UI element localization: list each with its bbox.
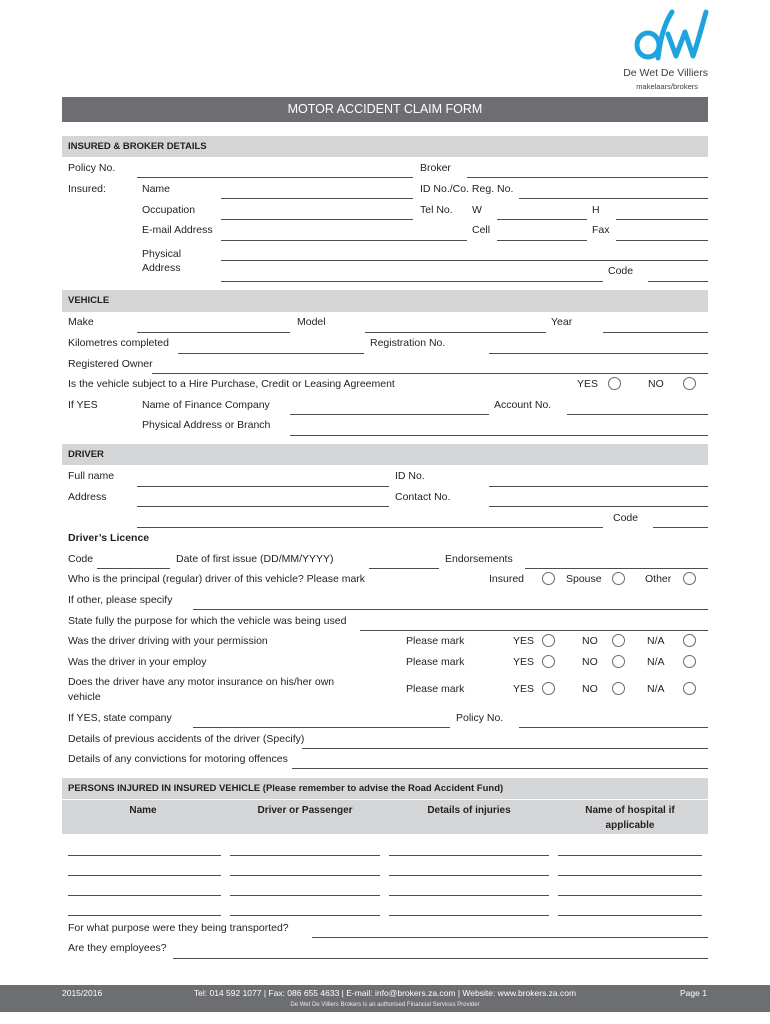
injured-row3-injuries-field[interactable]	[389, 895, 549, 896]
registered-owner-field[interactable]	[152, 373, 708, 374]
section-injured-title: PERSONS INJURED IN INSURED VEHICLE (Please remember to advise the Road Accident Fund)	[68, 783, 504, 794]
injured-row3-role-field[interactable]	[230, 895, 380, 896]
principal-other-label: Other	[645, 573, 672, 585]
year-field[interactable]	[603, 332, 708, 333]
driver-address-label: Address	[68, 491, 107, 503]
tel-work-field[interactable]	[497, 219, 587, 220]
registered-owner-label: Registered Owner	[68, 358, 153, 370]
broker-label: Broker	[420, 162, 451, 174]
principal-insured-radio[interactable]	[542, 572, 555, 585]
section-vehicle-title: VEHICLE	[68, 295, 110, 306]
cell-label: Cell	[472, 224, 491, 236]
injured-row1-role-field[interactable]	[230, 855, 380, 856]
employ-question: Was the driver in your employ	[68, 656, 207, 668]
section-vehicle-header	[62, 290, 708, 312]
physical-address-label-line1: Physical	[142, 248, 182, 260]
section-driver-title: DRIVER	[68, 449, 104, 460]
driver-code-field[interactable]	[653, 527, 708, 528]
injured-row2-injuries-field[interactable]	[389, 875, 549, 876]
hire-purchase-yes-radio[interactable]	[608, 377, 621, 390]
employ-yes-radio[interactable]	[542, 655, 555, 668]
injured-row2-hospital-field[interactable]	[558, 875, 702, 876]
injured-row2-name-field[interactable]	[68, 875, 221, 876]
physical-address-field-2[interactable]	[221, 281, 603, 282]
cell-field[interactable]	[497, 240, 587, 241]
permission-na-label: N/A	[647, 635, 665, 647]
insured-name-label: Name	[142, 183, 171, 195]
tel-no-label: Tel No.	[420, 204, 453, 216]
driver-id-no-field[interactable]	[489, 486, 708, 487]
injured-row4-role-field[interactable]	[230, 915, 380, 916]
footer-disclaimer: De Wet De Villiers Brokers is an authorised Financial Services Provider	[290, 1002, 480, 1008]
form-title-bar	[62, 97, 708, 122]
footer-year: 2015/2016	[62, 988, 103, 998]
driver-contact-no-label: Contact No.	[395, 491, 451, 503]
driver-full-name-field[interactable]	[137, 486, 389, 487]
vehicle-purpose-field[interactable]	[360, 630, 708, 631]
finance-address-label: Physical Address or Branch	[142, 419, 271, 431]
permission-yes-radio[interactable]	[542, 634, 555, 647]
previous-accidents-label: Details of previous accidents of the driver (Specify)	[68, 733, 305, 745]
insurance-yes-label: YES	[513, 683, 535, 695]
driver-address-field-2[interactable]	[137, 527, 603, 528]
broker-field[interactable]	[467, 177, 708, 178]
insured-id-no-label: ID No./Co. Reg. No.	[420, 183, 514, 195]
email-label: E-mail Address	[142, 224, 213, 236]
employ-no-label: NO	[582, 656, 598, 668]
permission-question: Was the driver driving with your permission	[68, 635, 268, 647]
injured-row1-name-field[interactable]	[68, 855, 221, 856]
hire-purchase-yes-label: YES	[577, 378, 599, 390]
injured-row4-hospital-field[interactable]	[558, 915, 702, 916]
injured-row1-injuries-field[interactable]	[389, 855, 549, 856]
brand-name: De Wet De Villiers	[623, 67, 708, 79]
transport-purpose-label: For what purpose were they being transported?	[68, 922, 289, 934]
year-label: Year	[551, 316, 573, 328]
other-specify-label: If other, please specify	[68, 594, 173, 606]
tel-work-label: W	[472, 204, 482, 216]
occupation-label: Occupation	[142, 204, 196, 216]
footer-page-number: Page 1	[680, 988, 707, 998]
licence-code-label: Code	[68, 553, 94, 565]
if-yes-label: If YES	[68, 399, 98, 411]
brand-tagline: makelaars/brokers	[636, 82, 698, 91]
insurance-question-line1: Does the driver have any motor insurance on his/her own	[68, 676, 335, 688]
col-header-name: Name	[129, 805, 157, 816]
registration-field[interactable]	[489, 353, 708, 354]
driver-policy-no-field[interactable]	[519, 727, 708, 728]
other-specify-field[interactable]	[193, 609, 708, 610]
injured-row1-hospital-field[interactable]	[558, 855, 702, 856]
insured-label: Insured:	[68, 183, 106, 195]
section-insured-title: INSURED & BROKER DETAILS	[68, 141, 207, 152]
driver-code-label: Code	[613, 512, 639, 524]
section-injured-header	[62, 778, 708, 799]
insurance-company-field[interactable]	[193, 727, 450, 728]
insurance-please-mark: Please mark	[406, 683, 465, 695]
drivers-licence-heading: Driver’s Licence	[68, 532, 150, 544]
footer-contact: Tel: 014 592 1077 | Fax: 086 655 4633 | E-mail: info@brokers.za.com | Website: www.brokers.za.com	[193, 988, 577, 998]
physical-address-field-1[interactable]	[221, 260, 708, 261]
permission-no-radio[interactable]	[612, 634, 625, 647]
insurance-na-radio[interactable]	[683, 682, 696, 695]
physical-address-label-line2: Address	[142, 262, 181, 274]
fax-label: Fax	[592, 224, 610, 236]
logo-w	[668, 12, 706, 56]
principal-driver-question: Who is the principal (regular) driver of this vehicle? Please mark	[68, 573, 366, 585]
permission-no-label: NO	[582, 635, 598, 647]
convictions-label: Details of any convictions for motoring offences	[68, 753, 288, 765]
finance-address-field[interactable]	[290, 435, 708, 436]
section-driver-header	[62, 444, 708, 465]
employ-na-label: N/A	[647, 656, 665, 668]
convictions-field[interactable]	[292, 768, 708, 769]
account-no-label: Account No.	[494, 399, 552, 411]
driver-full-name-label: Full name	[68, 470, 115, 482]
employ-yes-label: YES	[513, 656, 535, 668]
permission-yes-label: YES	[513, 635, 535, 647]
injured-row2-role-field[interactable]	[230, 875, 380, 876]
logo-d-bowl	[637, 33, 659, 57]
driver-address-field-1[interactable]	[137, 506, 389, 507]
principal-insured-label: Insured	[489, 573, 525, 585]
tel-home-field[interactable]	[616, 219, 708, 220]
insurance-company-label: If YES, state company	[68, 712, 172, 724]
insurance-na-label: N/A	[647, 683, 665, 695]
permission-please-mark: Please mark	[406, 635, 465, 647]
vehicle-purpose-label: State fully the purpose for which the vehicle was being used	[68, 615, 347, 627]
injured-row3-name-field[interactable]	[68, 895, 221, 896]
permission-na-radio[interactable]	[683, 634, 696, 647]
first-issue-field[interactable]	[369, 568, 439, 569]
insured-code-field[interactable]	[648, 281, 708, 282]
employ-please-mark: Please mark	[406, 656, 465, 668]
driver-policy-no-label: Policy No.	[456, 712, 504, 724]
injured-row4-injuries-field[interactable]	[389, 915, 549, 916]
insured-name-field[interactable]	[221, 198, 413, 199]
col-header-driver-or-passenger: Driver or Passenger	[257, 805, 353, 816]
model-field[interactable]	[365, 332, 546, 333]
email-field[interactable]	[221, 240, 467, 241]
occupation-field[interactable]	[221, 219, 413, 220]
finance-company-label: Name of Finance Company	[142, 399, 270, 411]
employ-na-radio[interactable]	[683, 655, 696, 668]
employees-field[interactable]	[173, 958, 708, 959]
company-logo	[630, 8, 710, 64]
insured-id-no-field[interactable]	[519, 198, 708, 199]
driver-contact-no-field[interactable]	[489, 506, 708, 507]
page-footer	[0, 985, 770, 1012]
registration-label: Registration No.	[370, 337, 446, 349]
fax-field[interactable]	[616, 240, 708, 241]
hire-purchase-question: Is the vehicle subject to a Hire Purchase, Credit or Leasing Agreement	[68, 378, 395, 390]
form-title: MOTOR ACCIDENT CLAIM FORM	[287, 102, 483, 116]
insured-code-label: Code	[608, 265, 634, 277]
insurance-yes-radio[interactable]	[542, 682, 555, 695]
endorsements-field[interactable]	[525, 568, 708, 569]
insurance-no-radio[interactable]	[612, 682, 625, 695]
tel-home-label: H	[592, 204, 600, 216]
first-issue-label: Date of first issue (DD/MM/YYYY)	[176, 553, 334, 565]
previous-accidents-field[interactable]	[302, 748, 708, 749]
col-header-hospital: Name of hospital if applicable	[585, 805, 675, 831]
hire-purchase-no-radio[interactable]	[683, 377, 696, 390]
licence-code-field[interactable]	[97, 568, 170, 569]
model-label: Model	[297, 316, 326, 328]
hire-purchase-no-label: NO	[648, 378, 664, 390]
principal-other-radio[interactable]	[683, 572, 696, 585]
kilometres-field[interactable]	[178, 353, 364, 354]
make-field[interactable]	[137, 332, 290, 333]
policy-no-label: Policy No.	[68, 162, 116, 174]
section-insured-header	[62, 136, 708, 157]
account-no-field[interactable]	[567, 414, 708, 415]
make-label: Make	[68, 316, 94, 328]
policy-no-field[interactable]	[137, 177, 413, 178]
transport-purpose-field[interactable]	[312, 937, 708, 938]
employ-no-radio[interactable]	[612, 655, 625, 668]
col-header-injuries: Details of injuries	[427, 805, 511, 816]
insurance-question-line2: vehicle	[68, 691, 101, 703]
principal-spouse-radio[interactable]	[612, 572, 625, 585]
finance-company-field[interactable]	[290, 414, 489, 415]
injured-row3-hospital-field[interactable]	[558, 895, 702, 896]
principal-spouse-label: Spouse	[566, 573, 602, 585]
injured-row4-name-field[interactable]	[68, 915, 221, 916]
kilometres-label: Kilometres completed	[68, 337, 169, 349]
endorsements-label: Endorsements	[445, 553, 513, 565]
driver-id-no-label: ID No.	[395, 470, 425, 482]
insurance-no-label: NO	[582, 683, 598, 695]
employees-label: Are they employees?	[68, 942, 167, 954]
